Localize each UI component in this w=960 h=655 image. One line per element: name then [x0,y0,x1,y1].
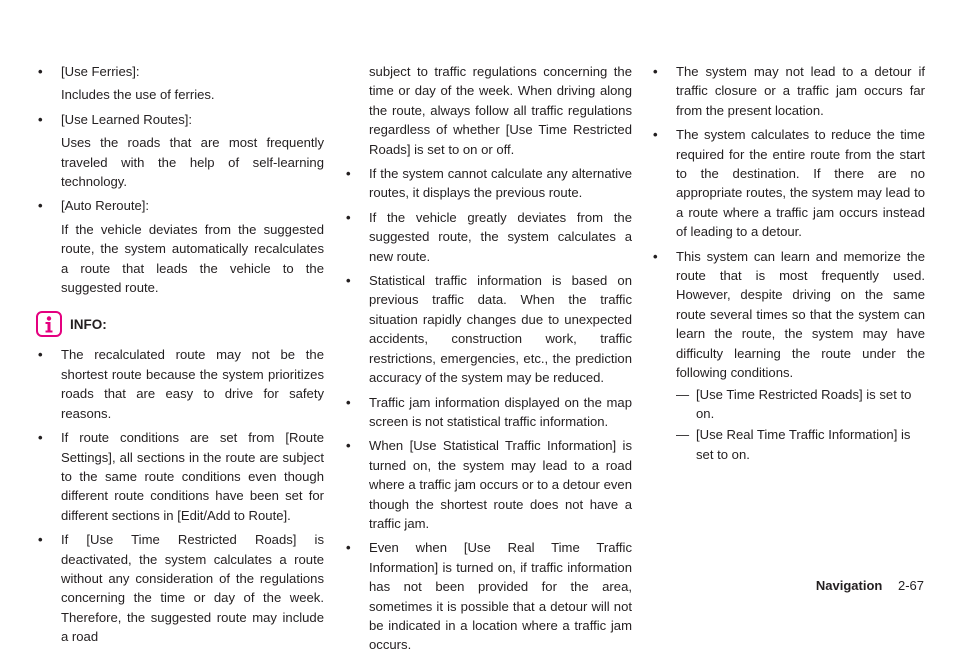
list-item [649,247,925,383]
setting-description: Includes the use of ferries. [61,87,215,103]
list-text: If the system cannot calculate any alternative routes, it displays the previous route. [369,166,632,201]
sub-list-text: [Use Time Restricted Roads] is set to on. [696,386,912,421]
sub-list-item [676,425,925,464]
list-item [342,164,632,203]
continuation-text [342,62,632,159]
info-icon [36,311,62,337]
list-text: This system can learn and memorize the route that is most frequently used. However, despite driving on the same route several times so that the system can learn the route, the system may have difficulty learning the route under the following conditions. [676,248,925,381]
bullet: • [38,198,43,214]
info-list-item [34,345,324,423]
bullet: • [38,111,43,127]
info-text: If [Use Time Restricted Roads] is deactivated, the system calculates a route without any consideration of the regulations concerning the time or day of the week. Therefore, the suggested route may include a road [61,532,324,645]
list-text: The system may not lead to a detour if traffic closure or a traffic jam occurs far from the present location. [676,64,925,118]
dash-marker: — [676,386,690,402]
bullet: • [346,273,351,289]
list-text: When [Use Statistical Traffic Information] is turned on, the system may lead to a road where a traffic jam occurs or to a detour even though the shortest route does not have a traffic jam. [369,438,632,531]
list-item [342,271,632,387]
list-text: Traffic jam information displayed on the map screen is not statistical traffic information. [369,394,632,429]
bullet: • [346,394,351,410]
setting-title: [Auto Reroute]: [61,198,150,214]
bullet: • [346,540,351,556]
bullet: • [38,532,43,548]
list-item [649,62,925,120]
list-text: Statistical traffic information is based on previous traffic data. When the traffic situation rapidly changes due to unexpected accidents, construction work, traffic restrictions, emergencies, etc., the prediction accuracy of the system may be reduced. [369,273,632,386]
bullet: • [653,248,658,264]
sub-list-item [676,385,925,424]
sub-list-text: [Use Real Time Traffic Information] is set to on. [696,427,911,462]
list-text: The system calculates to reduce the time required for the entire route from the start to the destination. If there are no appropriate routes, the system may lead to a route where a traffic jam occurs instead of leading to a detour. [676,127,925,240]
bullet: • [38,64,43,79]
info-label: INFO: [70,316,107,332]
column-left [34,62,324,647]
page-number: 2-67 [897,578,924,593]
list-item [342,208,632,266]
column-right [649,62,925,464]
bullet: • [346,166,351,182]
info-list-item [34,530,324,646]
bullet: • [346,209,351,225]
list-text: Even when [Use Real Time Traffic Information] is turned on, if traffic information has not been provided for the area, sometimes it is possible that a detour will not be indicated in a location where a traffic jam occurs. [369,540,632,653]
list-item [342,393,632,432]
info-text: The recalculated route may not be the shortest route because the system prioritizes roads that are easy to drive for safety reasons. [61,347,324,421]
setting-description: If the vehicle deviates from the suggested route, the system automatically recalculates a route that leads the vehicle to the suggested route. [61,221,324,296]
dash-marker: — [676,427,690,443]
setting-title: [Use Ferries]: [61,64,140,79]
list-item [34,62,324,105]
bullet: • [653,64,658,79]
setting-title: [Use Learned Routes]: [61,111,193,127]
setting-description: Uses the roads that are most frequently traveled with the help of self-learning technology. [61,135,324,190]
bullet: • [38,347,43,363]
list-item [34,196,324,297]
list-item [34,110,324,192]
continued-paragraph: subject to traffic regulations concerning the time or day of the week. When driving along the route, always follow all traffic regulations regardless of whether [Use Time Restricted Roads] is set to on or off. [369,64,632,157]
page-footer [816,578,924,593]
bullet: • [653,127,658,143]
footer-section: Navigation [815,578,883,593]
list-item [342,436,632,533]
info-header [36,311,324,337]
info-text: If route conditions are set from [Route Settings], all sections in the route are subject to the same route conditions even though different route conditions have been set for different sections in [Edit/Add to Route]. [61,430,324,523]
list-text: If the vehicle greatly deviates from the suggested route, the system calculates a new route. [369,209,632,264]
column-middle [342,62,632,655]
info-list-item [34,428,324,525]
list-item [342,538,632,654]
bullet: • [346,438,351,454]
bullet: • [38,430,43,446]
list-item [649,125,925,241]
